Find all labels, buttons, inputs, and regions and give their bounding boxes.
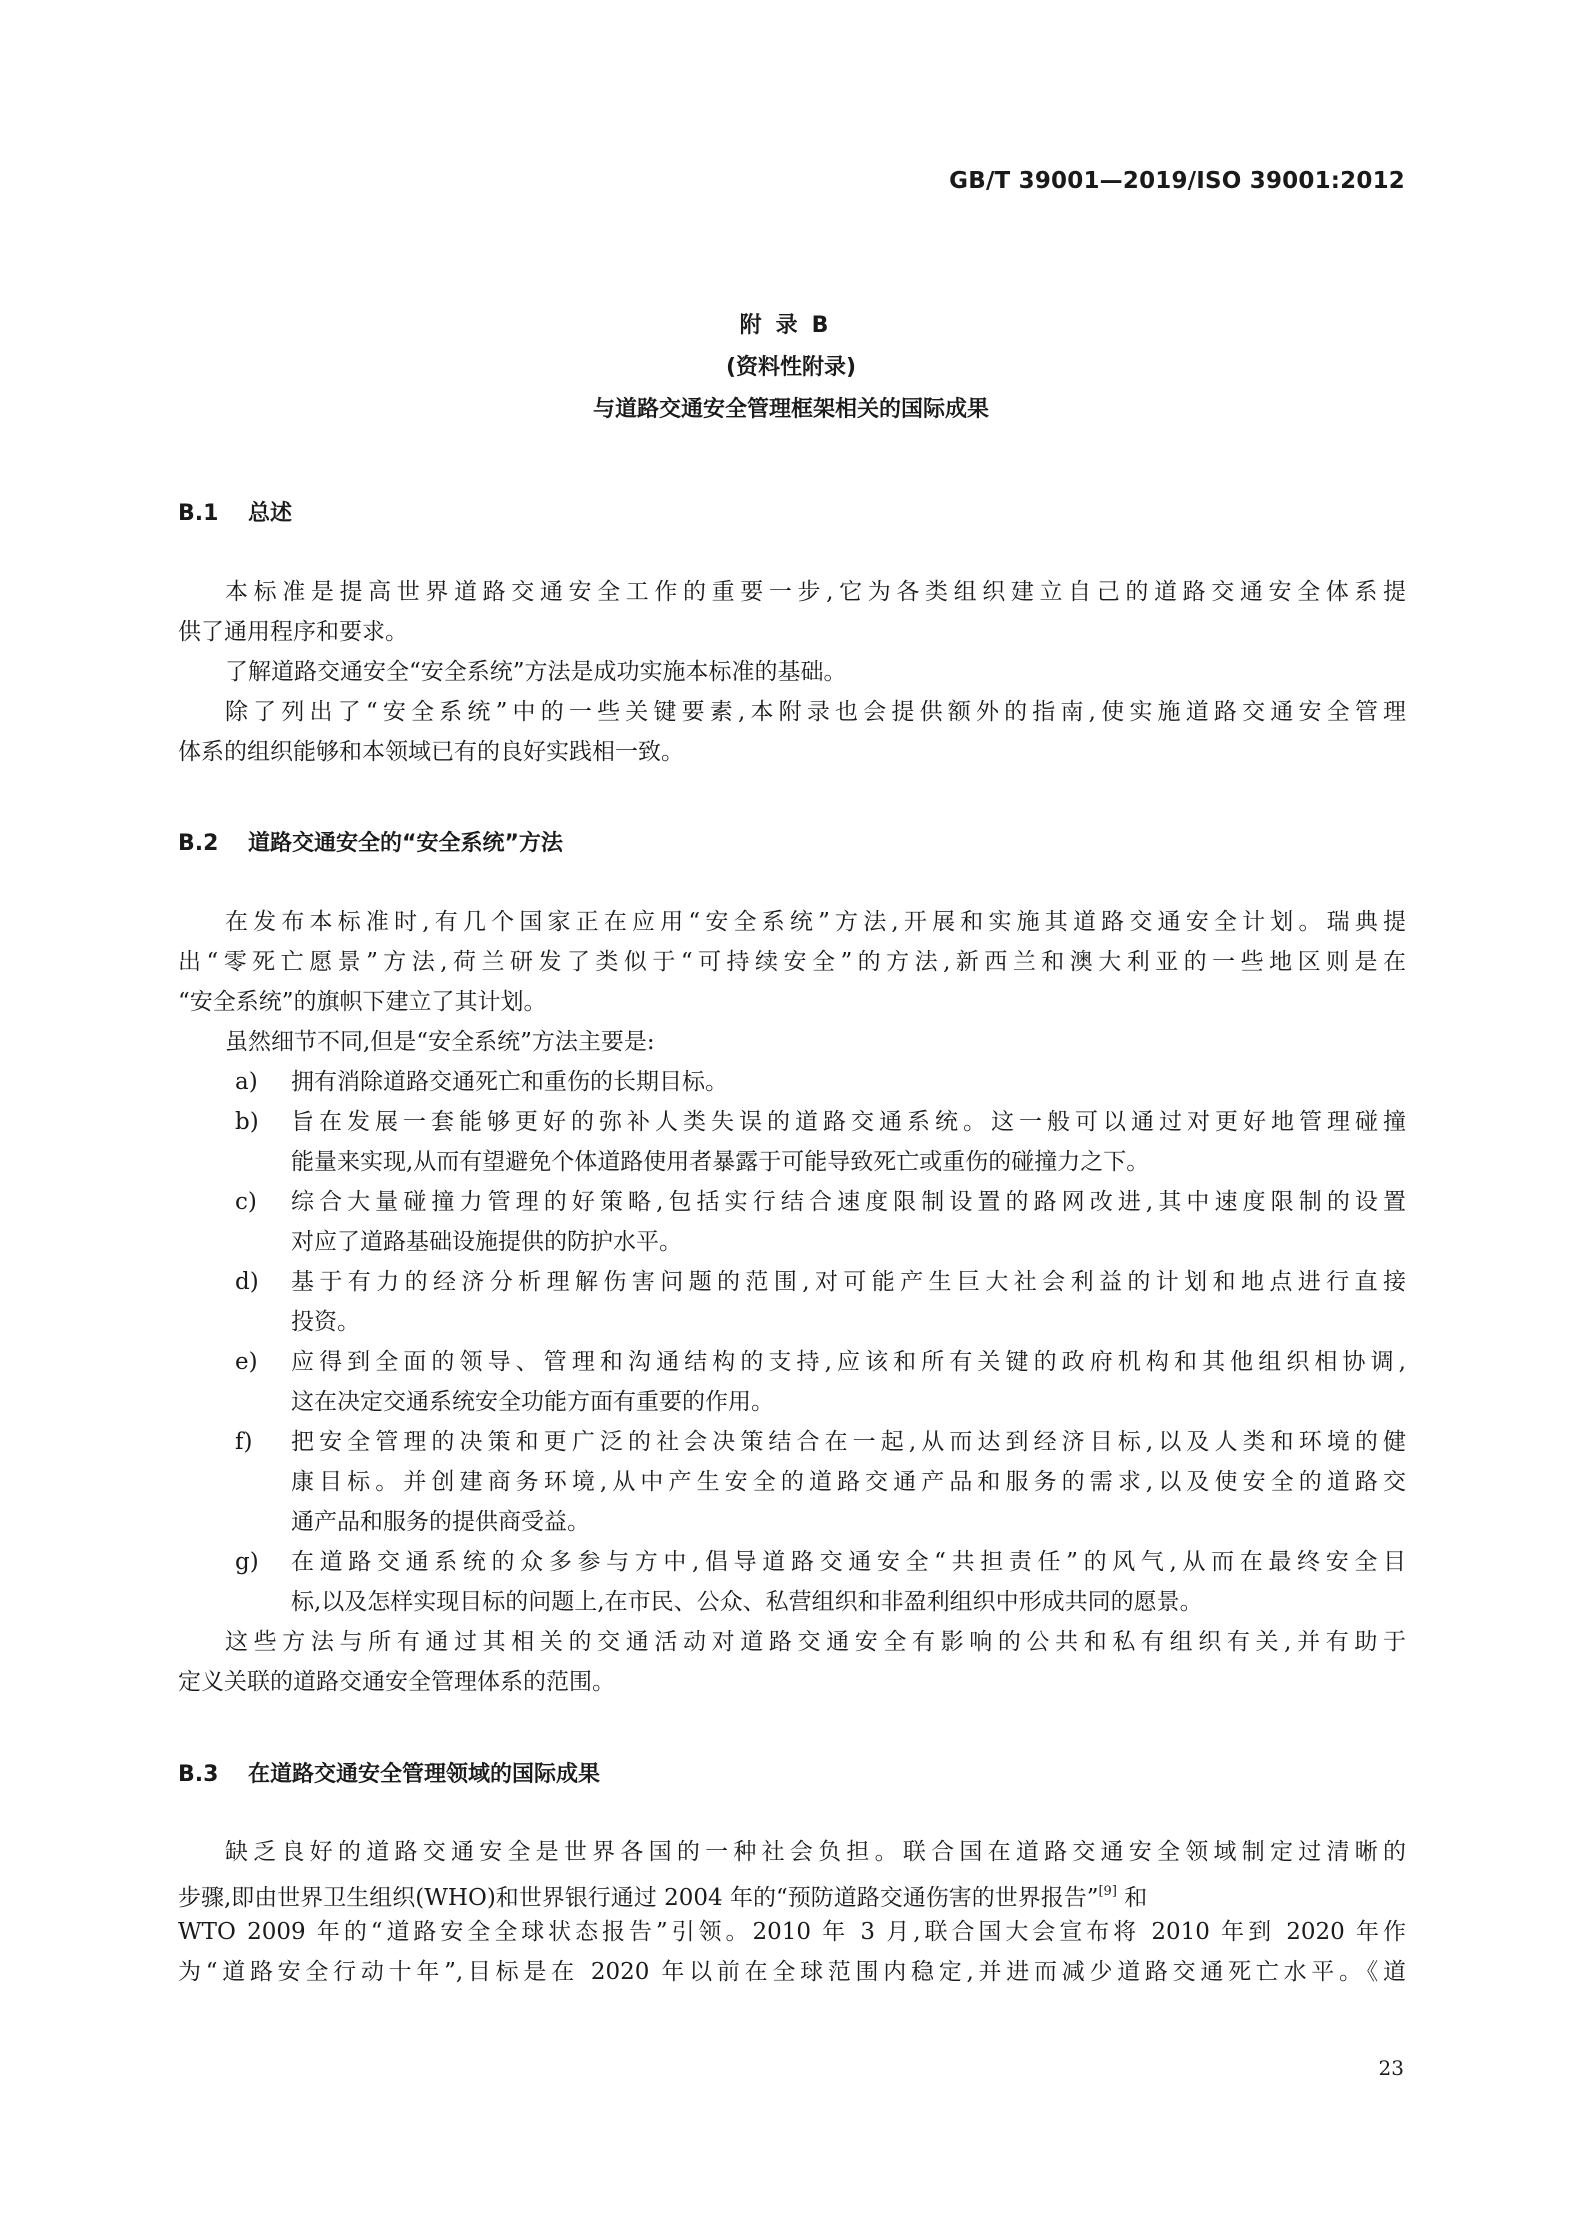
- text-line: 在发布本标准时,有几个国家正在应用“安全系统”方法,开展和实施其道路交通安全计划。瑞典提: [225, 909, 1406, 935]
- list-marker: c): [235, 1189, 257, 1215]
- paragraph: [178, 1622, 1406, 1702]
- section-number: B.2: [178, 831, 219, 856]
- section-number: B.1: [178, 501, 219, 526]
- text-line: 虽然细节不同,但是“安全系统”方法主要是:: [225, 1029, 655, 1055]
- text-line: [178, 1872, 1406, 1912]
- text-line: 这在决定交通系统安全功能方面有重要的作用。: [291, 1389, 774, 1415]
- section-title: 道路交通安全的“安全系统”方法: [248, 831, 563, 856]
- text-line: 康目标。并创建商务环境,从中产生安全的道路交通产品和服务的需求,以及使安全的道路交: [291, 1469, 1406, 1495]
- section-title: 总述: [248, 501, 293, 526]
- paragraph: [178, 1832, 1406, 1992]
- list-marker: e): [235, 1349, 258, 1375]
- text-line: 投资。: [291, 1309, 360, 1335]
- text-line: 本标准是提高世界道路交通安全工作的重要一步,它为各类组织建立自己的道路交通安全体系提: [225, 579, 1406, 605]
- page-number: 23: [1378, 2056, 1404, 2080]
- list-item-e: [178, 1342, 1406, 1422]
- list-item-b: [178, 1102, 1406, 1182]
- annex-title: 与道路交通安全管理框架相关的国际成果: [592, 397, 989, 422]
- text-line: 基于有力的经济分析理解伤害问题的范围,对可能产生巨大社会利益的计划和地点进行直接: [291, 1269, 1406, 1295]
- list-marker: d): [235, 1269, 259, 1295]
- standard-code: GB/T 39001—2019/ISO 39001:2012: [949, 168, 1405, 194]
- list-marker: g): [235, 1549, 259, 1575]
- text-line: 对应了道路基础设施提供的防护水平。: [291, 1229, 682, 1255]
- text-line: 在道路交通系统的众多参与方中,倡导道路交通安全“共担责任”的风气,从而在最终安全目: [291, 1549, 1406, 1575]
- text-line: 拥有消除道路交通死亡和重伤的长期目标。: [291, 1069, 728, 1095]
- list-item-d: [178, 1262, 1406, 1342]
- paragraph: [178, 572, 1406, 652]
- text-line: 缺乏良好的道路交通安全是世界各国的一种社会负担。联合国在道路交通安全领域制定过清晰的: [225, 1839, 1406, 1865]
- list-marker: b): [235, 1109, 259, 1135]
- paragraph: [178, 652, 1406, 692]
- text-line: 为“道路安全行动十年”,目标是在 2020 年以前在全球范围内稳定,并进而减少道路交通死亡水平。《道: [178, 1959, 1406, 1985]
- section-heading-b3: [178, 1757, 600, 1788]
- section-number: B.3: [178, 1762, 219, 1787]
- paragraph: [178, 692, 1406, 772]
- text-line: 出“零死亡愿景”方法,荷兰研发了类似于“可持续安全”的方法,新西兰和澳大利亚的一些地区则是在: [178, 949, 1406, 975]
- section-heading-b1: [178, 496, 292, 527]
- list-marker: f): [235, 1429, 253, 1455]
- text-line: 把安全管理的决策和更广泛的社会决策结合在一起,从而达到经济目标,以及人类和环境的健: [291, 1429, 1406, 1455]
- text-line: 能量来实现,从而有望避免个体道路使用者暴露于可能导致死亡或重伤的碰撞力之下。: [291, 1149, 1150, 1175]
- paragraph: [178, 902, 1406, 1022]
- text-line: 定义关联的道路交通安全管理体系的范围。: [178, 1669, 615, 1695]
- reference-mark: [9]: [1098, 1884, 1117, 1899]
- text-line: 这些方法与所有通过其相关的交通活动对道路交通安全有影响的公共和私有组织有关,并有助于: [225, 1629, 1406, 1655]
- text-line: 标,以及怎样实现目标的问题上,在市民、公众、私营组织和非盈利组织中形成共同的愿景。: [291, 1589, 1203, 1615]
- list-item-a: [178, 1062, 1406, 1102]
- list-item-c: [178, 1182, 1406, 1262]
- annex-type: (资料性附录): [725, 355, 857, 380]
- text-line: 供了通用程序和要求。: [178, 619, 408, 645]
- text-line: 应得到全面的领导、管理和沟通结构的支持,应该和所有关键的政府机构和其他组织相协调,: [291, 1349, 1406, 1375]
- text-line: “安全系统”的旗帜下建立了其计划。: [178, 989, 547, 1015]
- text-segment: 和: [1116, 1885, 1148, 1911]
- section-title: 在道路交通安全管理领域的国际成果: [248, 1762, 601, 1787]
- text-line: 旨在发展一套能够更好的弥补人类失误的道路交通系统。这一般可以通过对更好地管理碰撞: [291, 1109, 1406, 1135]
- text-line: 通产品和服务的提供商受益。: [291, 1509, 590, 1535]
- section-heading-b2: [178, 826, 563, 857]
- text-line: 体系的组织能够和本领域已有的良好实践相一致。: [178, 739, 684, 765]
- text-segment: 步骤,即由世界卫生组织(WHO)和世界银行通过 2004 年的“预防道路交通伤害的世界报告”: [178, 1885, 1099, 1911]
- text-line: 了解道路交通安全“安全系统”方法是成功实施本标准的基础。: [225, 659, 847, 685]
- text-line: WTO 2009 年的“道路安全全球状态报告”引领。2010 年 3 月,联合国大会宣布将 2010 年到 2020 年作: [178, 1919, 1406, 1945]
- annex-label: 附录B: [739, 313, 843, 338]
- paragraph: [178, 1022, 1406, 1062]
- text-line: 综合大量碰撞力管理的好策略,包括实行结合速度限制设置的路网改进,其中速度限制的设置: [291, 1189, 1406, 1215]
- list-marker: a): [235, 1069, 258, 1095]
- list-item-g: [178, 1542, 1406, 1622]
- text-line: 除了列出了“安全系统”中的一些关键要素,本附录也会提供额外的指南,使实施道路交通安全管理: [225, 699, 1406, 725]
- list-item-f: [178, 1422, 1406, 1542]
